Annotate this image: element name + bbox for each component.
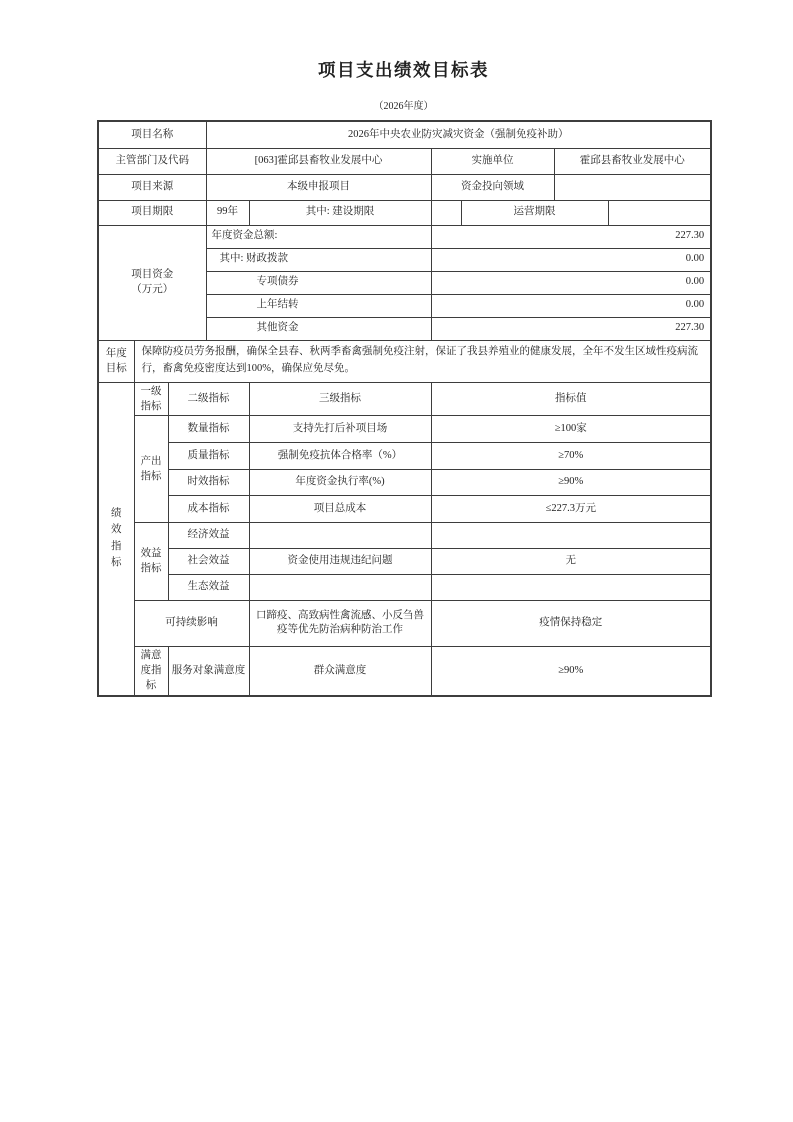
funds-other-label: 其他资金 bbox=[206, 317, 431, 340]
project-name-value: 2026年中央农业防灾减灾资金（强制免疫补助） bbox=[206, 121, 711, 148]
indicator-l3: 群众满意度 bbox=[249, 646, 431, 695]
indicator-l2: 服务对象满意度 bbox=[168, 646, 249, 695]
document-content bbox=[97, 0, 710, 697]
funds-label-line1: 项目资金 bbox=[131, 269, 174, 281]
table-row bbox=[98, 522, 711, 548]
table-row bbox=[98, 600, 711, 646]
source-label: 项目来源 bbox=[98, 174, 206, 200]
indicator-l2: 社会效益 bbox=[168, 548, 249, 574]
annual-goal-text: 保障防疫员劳务报酬，确保全县春、秋两季畜禽强制免疫注射，保证了我县养殖业的健康发展，全年不发生区域性疫病流行，畜禽免疫密度达到100%，确保应免尽免。 bbox=[134, 340, 711, 382]
table-row bbox=[98, 548, 711, 574]
impl-unit-value: 霍邱县畜牧业发展中心 bbox=[554, 148, 711, 174]
indicator-l2: 可持续影响 bbox=[134, 600, 249, 646]
funds-bond-value: 0.00 bbox=[431, 271, 711, 294]
indicator-l2: 经济效益 bbox=[168, 522, 249, 548]
group-output-label: 产出指标 bbox=[134, 415, 168, 522]
table-row bbox=[98, 646, 711, 695]
dept-label: 主管部门及代码 bbox=[98, 148, 206, 174]
funds-carryover-label: 上年结转 bbox=[206, 294, 431, 317]
col-header-level3: 三级指标 bbox=[249, 382, 431, 415]
funds-label-line2: （万元） bbox=[131, 283, 174, 295]
performance-target-table bbox=[97, 120, 712, 697]
indicator-value: ≥90% bbox=[431, 646, 711, 695]
table-row bbox=[98, 340, 711, 382]
indicator-l2: 成本指标 bbox=[168, 495, 249, 522]
funds-fiscal-label: 其中: 财政拨款 bbox=[206, 248, 431, 271]
table-row bbox=[98, 442, 711, 469]
indicator-value: ≥90% bbox=[431, 469, 711, 495]
indicator-l3: 强制免疫抗体合格率（%） bbox=[249, 442, 431, 469]
col-header-value: 指标值 bbox=[431, 382, 711, 415]
build-period-value bbox=[431, 200, 461, 225]
table-row bbox=[98, 415, 711, 442]
indicator-l3: 年度资金执行率(%) bbox=[249, 469, 431, 495]
funds-total-value: 227.30 bbox=[431, 225, 711, 248]
funds-carryover-value: 0.00 bbox=[431, 294, 711, 317]
table-row bbox=[98, 225, 711, 248]
indicator-l3 bbox=[249, 522, 431, 548]
invest-label: 资金投向领域 bbox=[431, 174, 554, 200]
indicator-l3: 口蹄疫、高致病性禽流感、小反刍兽疫等优先防治病种防治工作 bbox=[249, 600, 431, 646]
indicator-value: ≤227.3万元 bbox=[431, 495, 711, 522]
oper-period-value bbox=[608, 200, 711, 225]
table-row bbox=[98, 200, 711, 225]
group-benefit-label: 效益指标 bbox=[134, 522, 168, 600]
indicator-l2: 质量指标 bbox=[168, 442, 249, 469]
impl-unit-label: 实施单位 bbox=[431, 148, 554, 174]
indicator-l2: 生态效益 bbox=[168, 574, 249, 600]
funds-bond-label: 专项债券 bbox=[206, 271, 431, 294]
annual-goal-label: 年度目标 bbox=[98, 340, 134, 382]
table-row bbox=[98, 574, 711, 600]
invest-value bbox=[554, 174, 711, 200]
funds-total-label: 年度资金总额: bbox=[206, 225, 431, 248]
table-row bbox=[98, 174, 711, 200]
indicator-value: ≥70% bbox=[431, 442, 711, 469]
funds-other-value: 227.30 bbox=[431, 317, 711, 340]
indicator-value: 疫情保持稳定 bbox=[431, 600, 711, 646]
page-title: 项目支出绩效目标表 bbox=[318, 60, 489, 80]
table-row bbox=[98, 148, 711, 174]
indicator-l2: 时效指标 bbox=[168, 469, 249, 495]
build-period-label: 其中: 建设期限 bbox=[249, 200, 431, 225]
performance-section-label: 绩效指标 bbox=[98, 382, 134, 696]
project-name-label: 项目名称 bbox=[98, 121, 206, 148]
group-satisfaction-label: 满意度指标 bbox=[134, 646, 168, 695]
page-subtitle: （2026年度） bbox=[373, 101, 434, 112]
funds-label bbox=[98, 225, 206, 340]
col-header-level1: 一级指标 bbox=[134, 382, 168, 415]
period-value: 99年 bbox=[206, 200, 249, 225]
oper-period-label: 运营期限 bbox=[461, 200, 608, 225]
indicator-value bbox=[431, 574, 711, 600]
indicator-value bbox=[431, 522, 711, 548]
indicator-value: ≥100家 bbox=[431, 415, 711, 442]
col-header-level2: 二级指标 bbox=[168, 382, 249, 415]
table-row bbox=[98, 121, 711, 148]
table-row bbox=[98, 382, 711, 415]
indicator-l2: 数量指标 bbox=[168, 415, 249, 442]
table-row bbox=[98, 495, 711, 522]
indicator-l3: 项目总成本 bbox=[249, 495, 431, 522]
indicator-l3 bbox=[249, 574, 431, 600]
period-label: 项目期限 bbox=[98, 200, 206, 225]
table-row bbox=[98, 469, 711, 495]
funds-fiscal-value: 0.00 bbox=[431, 248, 711, 271]
indicator-l3: 资金使用违规违纪问题 bbox=[249, 548, 431, 574]
source-value: 本级申报项目 bbox=[206, 174, 431, 200]
indicator-value: 无 bbox=[431, 548, 711, 574]
indicator-l3: 支持先打后补项目场 bbox=[249, 415, 431, 442]
dept-value: [063]霍邱县畜牧业发展中心 bbox=[206, 148, 431, 174]
